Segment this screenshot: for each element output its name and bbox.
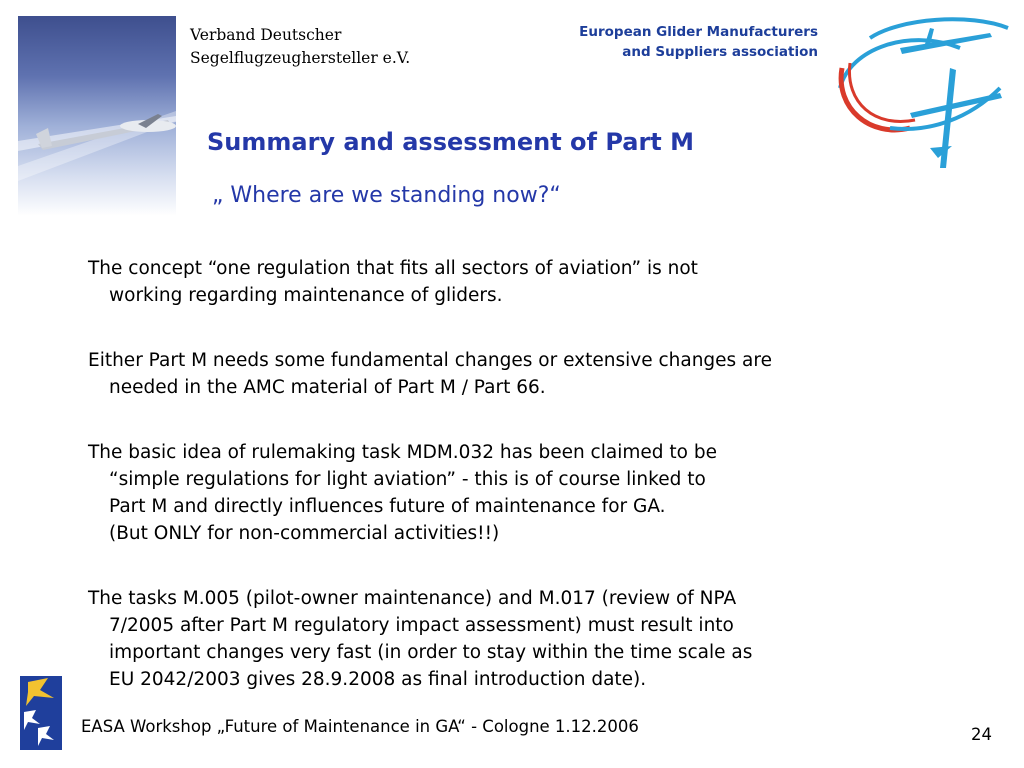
paragraph-line: The basic idea of rulemaking task MDM.032 has been claimed to be xyxy=(88,442,717,463)
paragraph-line: working regarding maintenance of gliders. xyxy=(109,285,503,306)
slide-subtitle: „ Where are we standing now?“ xyxy=(212,183,561,208)
paragraph-3 xyxy=(88,439,968,547)
paragraph-4 xyxy=(88,585,968,693)
slide-title: Summary and assessment of Part M xyxy=(207,128,695,156)
org-name-english-line1: European Glider Manufacturers xyxy=(579,24,818,40)
org-name-english xyxy=(488,22,818,62)
paragraph-line: 7/2005 after Part M regulatory impact assessment) must result into xyxy=(109,615,734,636)
org-name-german-line1: Verband Deutscher xyxy=(190,26,342,44)
paragraph-2 xyxy=(88,347,968,401)
paragraph-line: Either Part M needs some fundamental changes or extensive changes are xyxy=(88,350,772,371)
paragraph-line: The concept “one regulation that fits all sectors of aviation” is not xyxy=(88,258,698,279)
glider-photo xyxy=(18,16,176,216)
paragraph-line: (But ONLY for non-commercial activities!!) xyxy=(109,523,500,544)
page-number: 24 xyxy=(971,725,992,744)
paragraph-line: Part M and directly influences future of maintenance for GA. xyxy=(109,496,666,517)
org-name-german xyxy=(190,24,490,70)
org-name-english-line2: and Suppliers association xyxy=(622,44,818,60)
paragraph-line: important changes very fast (in order to stay within the time scale as xyxy=(109,642,753,663)
paragraph-line: The tasks M.005 (pilot-owner maintenance) and M.017 (review of NPA xyxy=(88,588,737,609)
paragraph-1 xyxy=(88,255,968,309)
paragraph-line: needed in the AMC material of Part M / Part 66. xyxy=(109,377,546,398)
footer-text: EASA Workshop „Future of Maintenance in GA“ - Cologne 1.12.2006 xyxy=(81,717,639,736)
slide-body xyxy=(88,255,968,731)
paragraph-line: EU 2042/2003 gives 28.9.2008 as final introduction date). xyxy=(109,669,647,690)
eu-star-flag-icon xyxy=(20,676,62,750)
paragraph-line: “simple regulations for light aviation” - this is of course linked to xyxy=(109,469,706,490)
org-name-german-line2: Segelflugzeughersteller e.V. xyxy=(190,49,411,67)
